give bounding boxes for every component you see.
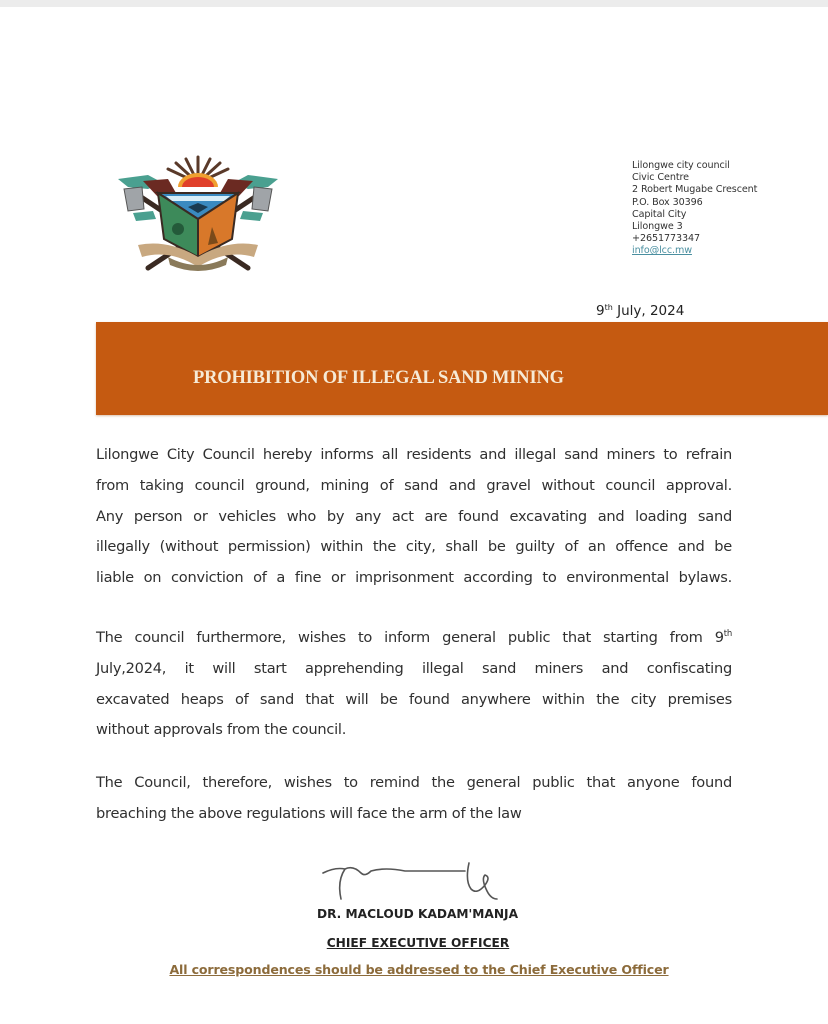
address-line: 2 Robert Mugabe Crescent (632, 184, 758, 196)
paragraph-line-text: The council furthermore, wishes to inform general public that starting from 9 (96, 629, 724, 646)
address-line: Lilongwe 3 (632, 221, 683, 233)
paragraph-2 (96, 619, 732, 746)
signatory-name: DR. MACLOUD KADAM'MANJA (316, 907, 519, 921)
address-line: Capital City (632, 208, 687, 220)
date-day: 9 (596, 303, 605, 319)
paragraph-line: from taking council ground, mining of sand and gravel without council approval. (96, 476, 732, 494)
signature-icon (305, 855, 525, 907)
date-month-year: July, 2024 (612, 303, 685, 319)
paragraph-line: July,2024, it will start apprehending illegal sand miners and confiscating (96, 659, 732, 677)
council-address-block (632, 160, 757, 258)
address-line: P.O. Box 30396 (632, 196, 703, 208)
paragraph-3 (96, 768, 732, 830)
paragraph-1 (96, 440, 732, 594)
paragraph-line (96, 619, 732, 654)
paragraph-line: Any person or vehicles who by any act are found excavating and loading sand (96, 507, 732, 525)
letter-date (596, 303, 684, 319)
paragraph-line: without approvals from the council. (96, 721, 347, 739)
top-edge-bar (0, 0, 828, 7)
correspondence-note: All correspondences should be addressed to the Chief Executive Officer (169, 962, 669, 977)
coat-of-arms-icon (108, 153, 288, 275)
paragraph-line: liable on conviction of a fine or imprisonment according to environmental bylaws. (96, 569, 732, 587)
ordinal-suffix: th (723, 629, 732, 639)
paragraph-line: excavated heaps of sand that will be found anywhere within the city premises (96, 690, 732, 708)
paragraph-line: The Council, therefore, wishes to remind the general public that anyone found (96, 774, 732, 791)
paragraph-line: Lilongwe City Council hereby informs all residents and illegal sand miners to refrain (96, 446, 732, 463)
paragraph-line: illegally (without permission) within the city, shall be guilty of an offence and be (96, 538, 732, 556)
email-link[interactable]: info@lcc.mw (632, 245, 692, 257)
phone-number: +2651773347 (632, 233, 700, 245)
date-suffix: th (604, 303, 613, 312)
address-line: Civic Centre (632, 172, 689, 184)
notice-title: PROHIBITION OF ILLEGAL SAND MINING (193, 368, 564, 388)
signatory-title: CHIEF EXECUTIVE OFFICER (326, 936, 510, 950)
address-line: Lilongwe city council (632, 160, 730, 171)
paragraph-line: breaching the above regulations will face the arm of the law (96, 804, 522, 822)
